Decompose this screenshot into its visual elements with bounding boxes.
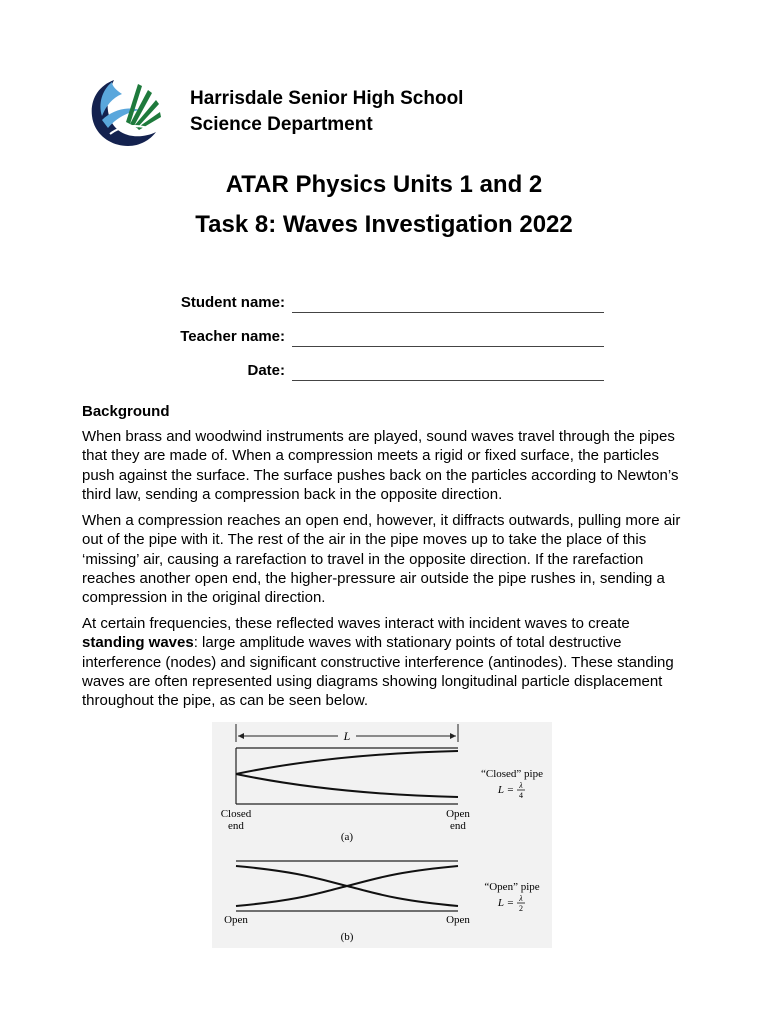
open-pipe-formula-num: λ (519, 894, 523, 903)
closed-end-label-2: end (228, 820, 244, 833)
open-end-label-2: end (450, 820, 466, 833)
school-name: Harrisdale Senior High School (190, 88, 464, 109)
open-left-label: Open (224, 914, 248, 927)
p3-text-before: At certain frequencies, these reflected waves interact with incident waves to create (82, 615, 630, 632)
length-label: L (343, 729, 351, 743)
open-end-label: Open (446, 808, 470, 821)
p3-text-after: : large amplitude waves with stationary points of total destructive interference (nodes) and significant constructive interference (antinodes). These standing waves are often represented using diagrams showing longitudinal particle displacement throughout the pipe, as can be seen below. (82, 634, 674, 710)
document-title: ATAR Physics Units 1 and 2 (225, 171, 543, 198)
open-pipe-formula-den: 2 (519, 904, 523, 913)
background-paragraph-3 (82, 614, 688, 710)
student-name-label: Student name: (180, 294, 285, 311)
diagram-a-caption: (a) (340, 831, 354, 843)
school-heading (190, 86, 463, 138)
closed-pipe-formula-num: λ (519, 781, 523, 790)
teacher-name-line[interactable] (292, 346, 604, 347)
teacher-name-label: Teacher name: (180, 328, 285, 345)
closed-pipe-formula-lhs: L = (497, 784, 514, 796)
open-pipe-label: “Open” pipe (484, 881, 540, 893)
student-name-line[interactable] (292, 312, 604, 313)
diagram-b-caption: (b) (340, 931, 354, 943)
closed-pipe-formula-den: 4 (519, 791, 523, 800)
standing-wave-diagram (212, 722, 552, 948)
date-line[interactable] (292, 380, 604, 381)
standing-waves-term: standing waves (82, 634, 194, 652)
closed-pipe-label: “Closed” pipe (480, 768, 544, 780)
teacher-name-field (0, 326, 768, 350)
date-field (0, 360, 768, 384)
open-right-label: Open (446, 914, 470, 927)
diagram-background (212, 722, 552, 948)
department-name: Science Department (190, 114, 373, 135)
school-crest-icon (88, 76, 162, 148)
student-name-field (0, 292, 768, 316)
closed-end-label: Closed (220, 808, 252, 821)
background-paragraph-1: When brass and woodwind instruments are played, sound waves travel through the pipes that they are made of. When a compression meets a rigid or fixed surface, the particles push against the surface. The surface pushes back on the particles according to Newton’s third law, sending a compression back in the opposite direction. (82, 428, 679, 503)
date-label: Date: (247, 362, 285, 379)
background-paragraph-2: When a compression reaches an open end, however, it diffracts outwards, pulling more air out of the pipe with it. The rest of the air in the pipe moves up to take the place of this ‘missing’ air, causing a rarefaction to travel in the opposite direction. If the rarefaction reaches another open end, the higher-pressure air outside the pipe rushes in, sending a compression in the original direction. (82, 512, 681, 607)
open-pipe-formula-lhs: L = (497, 897, 514, 909)
background-heading: Background (82, 403, 170, 420)
task-title: Task 8: Waves Investigation 2022 (195, 211, 573, 238)
